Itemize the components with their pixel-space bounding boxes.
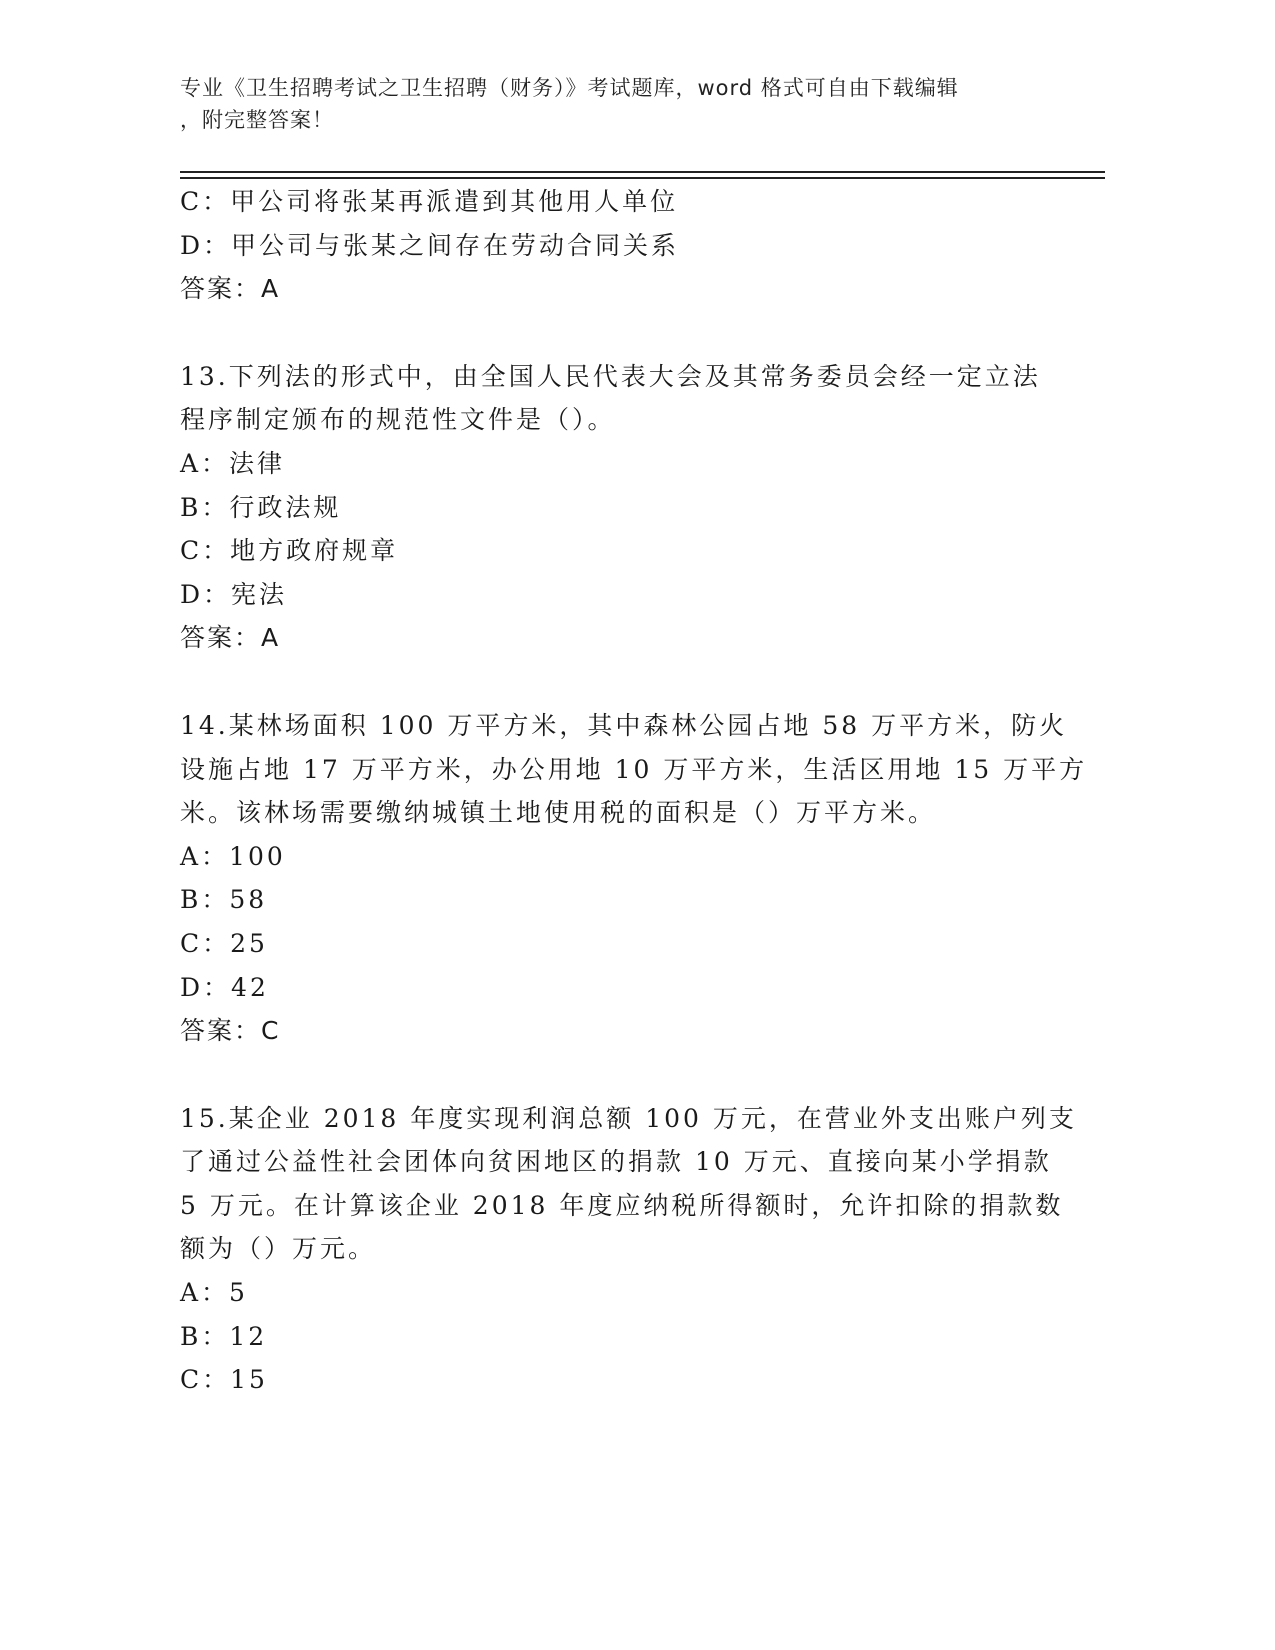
question-stem: 5 万元。在计算该企业 2018 年度应纳税所得额时，允许扣除的捐款数	[180, 1190, 1064, 1220]
option-c: C：15	[180, 1365, 268, 1395]
spacer	[180, 311, 1060, 355]
question-12-continued	[180, 180, 1060, 311]
option-d: D：甲公司与张某之间存在劳动合同关系	[180, 230, 680, 260]
header-divider	[180, 177, 1105, 179]
question-13	[180, 355, 1060, 660]
option-c: C：地方政府规章	[180, 536, 399, 566]
question-stem: 程序制定颁布的规范性文件是（）。	[180, 405, 616, 435]
spacer	[180, 1053, 1060, 1097]
answer-line: 答案：C	[180, 1016, 281, 1046]
question-14	[180, 704, 1088, 1053]
answer-line: 答案：A	[180, 274, 281, 304]
document-header	[180, 72, 1060, 136]
header-line: 专业《卫生招聘考试之卫生招聘（财务）》考试题库，word 格式可自由下载编辑	[180, 76, 959, 100]
header-line: ，附完整答案！	[180, 108, 334, 132]
option-b: B：行政法规	[180, 492, 342, 522]
option-b: B：12	[180, 1321, 268, 1351]
option-d: D：宪法	[180, 579, 288, 609]
question-stem: 设施占地 17 万平方米，办公用地 10 万平方米，生活区用地 15 万平方	[180, 754, 1088, 784]
option-a: A：5	[180, 1278, 248, 1308]
spacer	[180, 660, 1060, 704]
question-stem: 了通过公益性社会团体向贫困地区的捐款 10 万元、直接向某小学捐款	[180, 1147, 1052, 1177]
question-content	[180, 180, 1088, 1402]
option-d: D：42	[180, 972, 269, 1002]
question-15	[180, 1097, 1077, 1402]
question-stem: 13.下列法的形式中，由全国人民代表大会及其常务委员会经一定立法	[180, 361, 1041, 391]
option-a: A：法律	[180, 448, 286, 478]
option-c: C：25	[180, 928, 268, 958]
option-a: A：100	[180, 841, 286, 871]
question-stem: 14.某林场面积 100 万平方米，其中森林公园占地 58 万平方米，防火	[180, 710, 1068, 740]
question-stem: 额为（）万元。	[180, 1234, 377, 1264]
question-stem: 15.某企业 2018 年度实现利润总额 100 万元，在营业外支出账户列支	[180, 1103, 1077, 1133]
option-c: C：甲公司将张某再派遣到其他用人单位	[180, 187, 679, 216]
question-stem: 米。该林场需要缴纳城镇土地使用税的面积是（）万平方米。	[180, 798, 937, 828]
option-b: B：58	[180, 885, 268, 915]
answer-line: 答案：A	[180, 623, 281, 653]
header-divider	[180, 171, 1105, 173]
